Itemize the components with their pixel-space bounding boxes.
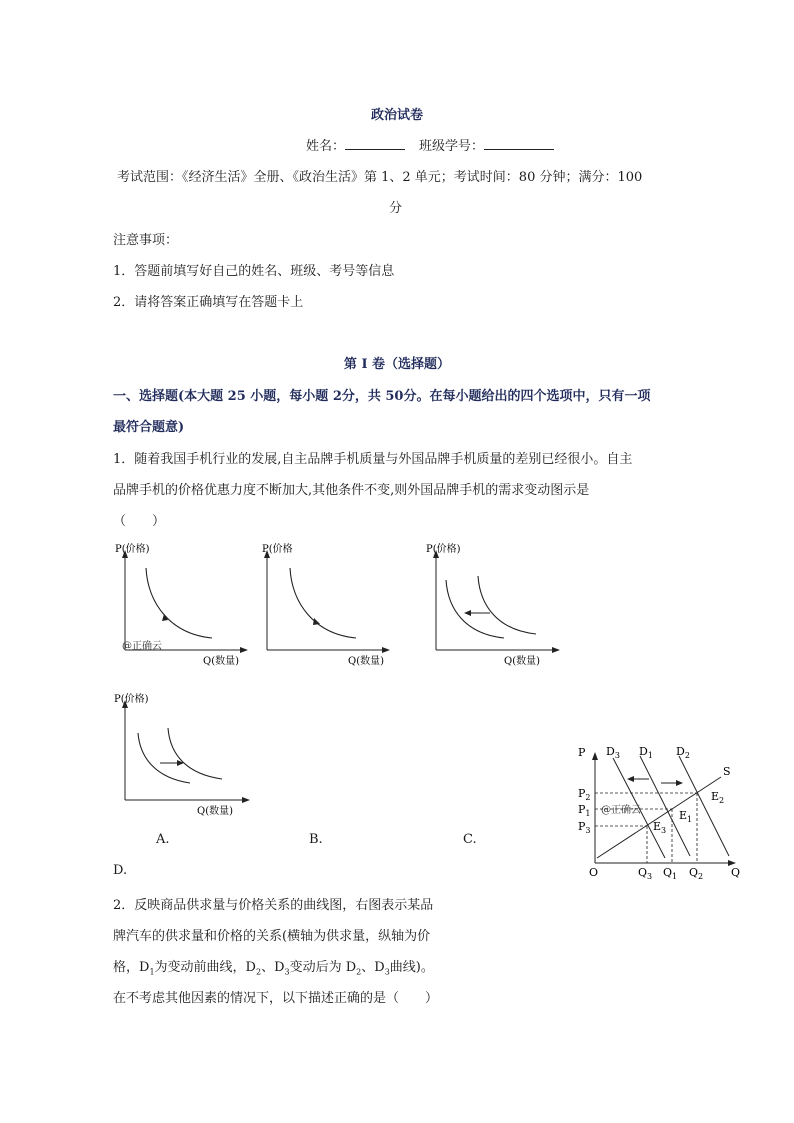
class-label: 班级学号： bbox=[419, 139, 485, 154]
graph-a bbox=[110, 538, 250, 668]
left-arrowhead bbox=[627, 776, 634, 782]
demand-curve bbox=[146, 568, 212, 638]
supply-demand-graph bbox=[575, 740, 745, 882]
y-label: P(价格) bbox=[115, 544, 150, 555]
e2-label: $E_2$ bbox=[711, 790, 725, 805]
y-label: P(价格) bbox=[426, 544, 461, 555]
student-info-line bbox=[306, 135, 554, 154]
q1-paren: （ ） bbox=[113, 514, 166, 529]
x-arrow bbox=[552, 647, 560, 653]
option-d[interactable]: D. bbox=[113, 863, 128, 878]
d1-label: $D_1$ bbox=[639, 745, 653, 760]
e3-label: $E_3$ bbox=[653, 820, 667, 835]
q1-label: $Q_1$ bbox=[663, 866, 678, 881]
demand-curve-original bbox=[138, 733, 190, 783]
name-blank[interactable] bbox=[345, 135, 405, 150]
option-b[interactable]: B. bbox=[309, 832, 323, 847]
x-arrow bbox=[242, 797, 250, 803]
d2-label: $D_2$ bbox=[676, 745, 690, 760]
y-label: P(价格 bbox=[262, 544, 293, 555]
demand-d2 bbox=[679, 756, 729, 856]
demand-curve bbox=[290, 568, 356, 638]
d3-label: $D_3$ bbox=[606, 745, 620, 760]
section-desc-cont: 最符合题意) bbox=[113, 420, 185, 435]
right-arrowhead bbox=[676, 780, 683, 786]
watermark: @正确云 bbox=[122, 641, 162, 652]
graph-d bbox=[112, 688, 252, 818]
x-label: Q(数量) bbox=[504, 656, 541, 667]
note-1: 1．答题前填写好自己的姓名、班级、考号等信息 bbox=[113, 264, 395, 279]
p-axis-label: P bbox=[578, 746, 586, 759]
name-label: 姓名： bbox=[306, 139, 346, 154]
option-a[interactable]: A. bbox=[156, 832, 170, 847]
x-label: Q(数量) bbox=[197, 806, 234, 817]
q2-stem-cont-2: 格，$D_1$为变动前曲线，$D_2$、$D_3$变动后为 $D_2$、$D_3$曲线)。 bbox=[113, 960, 434, 977]
exam-scope-cont: 分 bbox=[389, 201, 403, 216]
y-label: P(价格) bbox=[114, 694, 149, 705]
p2-label: $P_2$ bbox=[578, 787, 591, 802]
watermark: @正确云 bbox=[601, 805, 641, 816]
p1-label: $P_1$ bbox=[578, 803, 591, 818]
option-c[interactable]: C. bbox=[463, 832, 477, 847]
q2-label: $Q_2$ bbox=[689, 866, 704, 881]
curve-arrow bbox=[313, 618, 320, 625]
origin-label: O bbox=[589, 866, 599, 879]
q1-stem: 1．随着我国手机行业的发展,自主品牌手机质量与外国品牌手机质量的差别已经很小。自主 bbox=[113, 452, 633, 467]
graph-b bbox=[252, 538, 392, 668]
notes-heading: 注意事项： bbox=[113, 233, 179, 248]
page-title: 政治试卷 bbox=[370, 108, 423, 123]
q2-stem: 2．反映商品供求量与价格关系的曲线图，右图表示某品 bbox=[113, 898, 434, 913]
y-arrow bbox=[592, 752, 598, 760]
e1-label: $E_1$ bbox=[679, 809, 693, 824]
p3-label: $P_3$ bbox=[578, 820, 591, 835]
q-axis-label: Q bbox=[731, 866, 741, 879]
x-label: Q(数量) bbox=[348, 656, 385, 667]
x-arrow bbox=[382, 647, 390, 653]
section-title: 第 I 卷（选择题） bbox=[343, 357, 451, 372]
q1-stem-cont: 品牌手机的价格优惠力度不断加大,其他条件不变,则外国品牌手机的需求变动图示是 bbox=[113, 483, 590, 498]
q2-stem-cont: 牌汽车的供求量和价格的关系(横轴为供求量，纵轴为价 bbox=[113, 929, 431, 944]
q2-question: 在不考虑其他因素的情况下，以下描述正确的是（ ） bbox=[113, 991, 439, 1006]
note-2: 2．请将答案正确填写在答题卡上 bbox=[113, 295, 304, 310]
class-blank[interactable] bbox=[484, 135, 554, 150]
shift-arrowhead bbox=[177, 760, 184, 766]
x-label: Q(数量) bbox=[203, 656, 240, 667]
graph-c bbox=[424, 538, 564, 668]
s-label: S bbox=[723, 765, 731, 778]
section-desc: 一、选择题(本大题 25 小题，每小题 2分，共 50分。在每小题给出的四个选项中，只有一项 bbox=[113, 389, 651, 404]
exam-scope: 考试范围：《经济生活》全册、《政治生活》第 1、2 单元；考试时间：80 分钟；满分：100 bbox=[117, 170, 643, 185]
demand-d1 bbox=[640, 756, 693, 856]
demand-curve-shifted bbox=[446, 580, 504, 638]
demand-curve-shifted bbox=[168, 728, 222, 779]
shift-arrowhead bbox=[464, 610, 471, 616]
q3-label: $Q_3$ bbox=[638, 866, 653, 881]
x-arrow bbox=[240, 647, 248, 653]
demand-curve-original bbox=[478, 576, 536, 634]
